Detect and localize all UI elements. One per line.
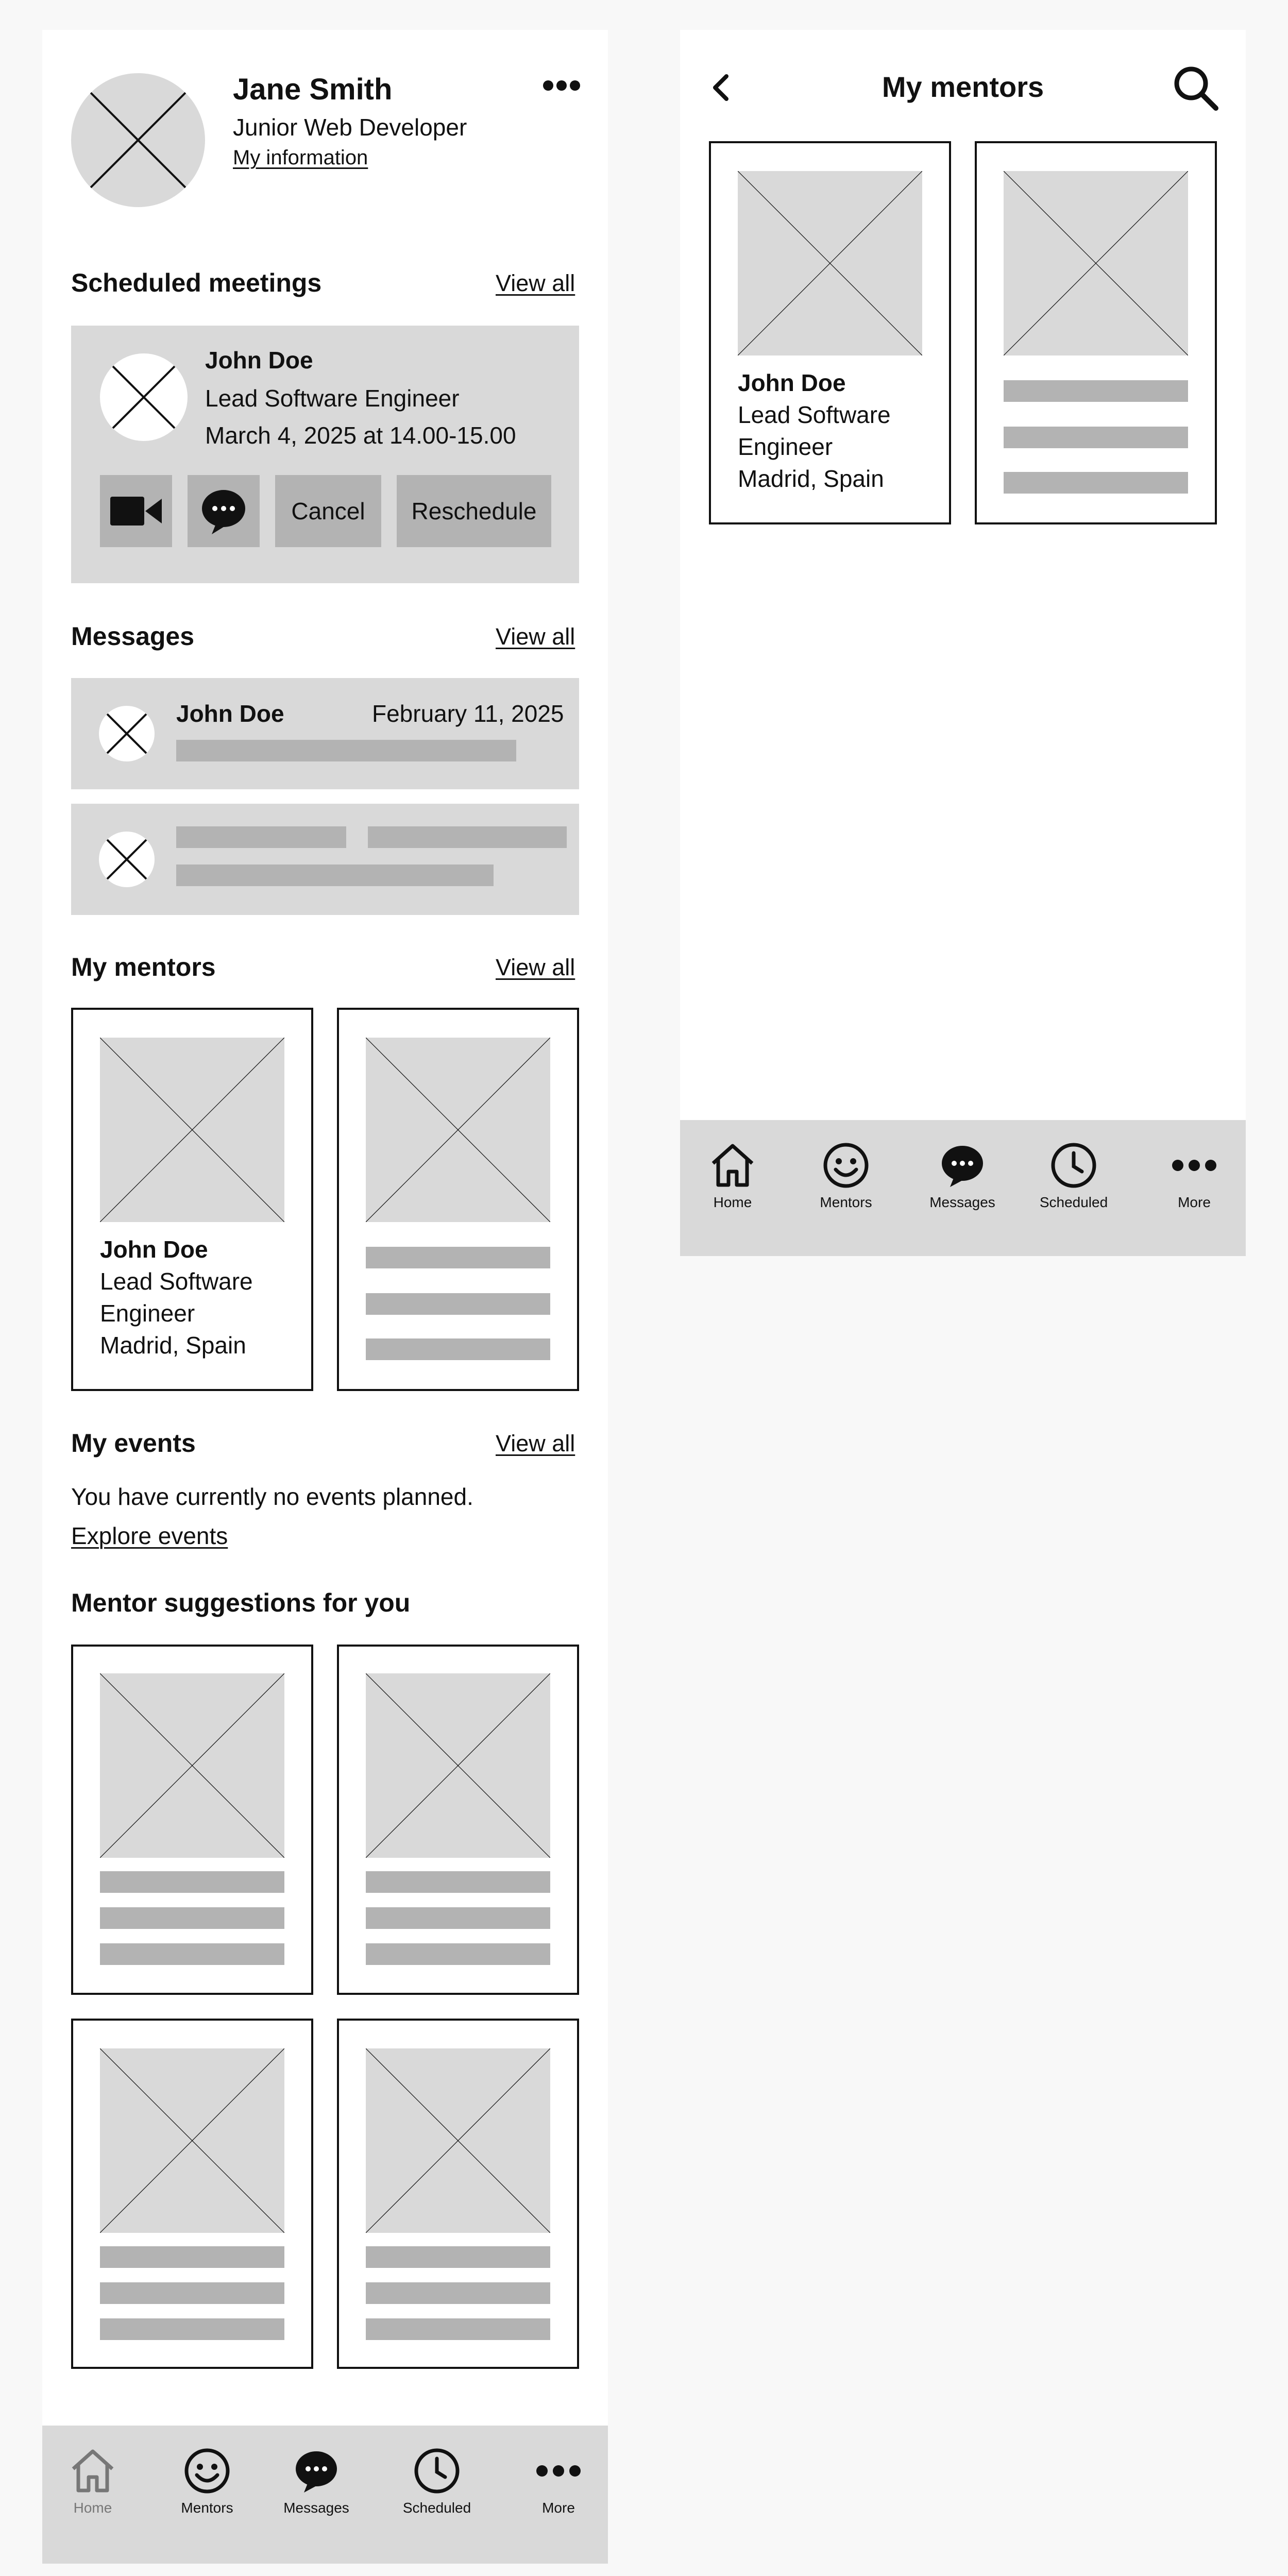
meeting-mentor-title: Lead Software Engineer bbox=[205, 385, 460, 412]
suggestion-text-placeholder bbox=[100, 1871, 284, 1893]
explore-events-link[interactable]: Explore events bbox=[71, 1522, 228, 1549]
nav-home-label: Home bbox=[73, 2500, 112, 2516]
suggestion-text-placeholder bbox=[100, 1907, 284, 1929]
message-avatar bbox=[99, 832, 155, 887]
clock-icon bbox=[412, 2446, 462, 2496]
nav-more-label: More bbox=[542, 2500, 575, 2516]
meeting-avatar bbox=[100, 353, 188, 441]
chat-button[interactable] bbox=[188, 475, 260, 547]
mentor-title-line2: Engineer bbox=[100, 1300, 195, 1327]
nav-mentors[interactable] bbox=[794, 1141, 897, 1211]
video-call-button[interactable] bbox=[100, 475, 172, 547]
events-view-all-link[interactable]: View all bbox=[496, 1430, 575, 1456]
nav-scheduled-label: Scheduled bbox=[402, 2500, 471, 2516]
suggestion-photo-placeholder bbox=[100, 1673, 284, 1858]
nav-home-label: Home bbox=[713, 1194, 752, 1210]
mentor-photo-placeholder bbox=[366, 1038, 550, 1222]
scheduled-meetings-heading: Scheduled meetings bbox=[71, 268, 322, 297]
nav-scheduled[interactable] bbox=[385, 2446, 488, 2516]
mentor-suggestions-heading: Mentor suggestions for you bbox=[71, 1588, 411, 1617]
search-icon[interactable] bbox=[1172, 64, 1219, 111]
nav-messages[interactable] bbox=[265, 2446, 368, 2516]
mentor-photo-placeholder bbox=[100, 1038, 284, 1222]
no-events-text: You have currently no events planned. bbox=[71, 1483, 473, 1510]
messages-heading: Messages bbox=[71, 622, 195, 651]
mentor-text-placeholder bbox=[1004, 380, 1188, 402]
chat-bubble-icon bbox=[938, 1141, 987, 1190]
suggestion-photo-placeholder bbox=[100, 2048, 284, 2233]
mentor-photo-placeholder bbox=[1004, 171, 1188, 355]
smiley-icon bbox=[821, 1141, 871, 1190]
nav-messages-label: Messages bbox=[929, 1194, 995, 1210]
nav-more[interactable] bbox=[1143, 1141, 1246, 1211]
video-camera-icon bbox=[110, 495, 162, 528]
more-dots-icon bbox=[534, 2446, 583, 2496]
mentor-location: Madrid, Spain bbox=[100, 1332, 246, 1359]
message-avatar bbox=[99, 706, 155, 761]
mentor-title-line1: Lead Software bbox=[100, 1268, 253, 1295]
my-mentors-screen bbox=[680, 30, 1246, 1256]
profile-avatar[interactable] bbox=[71, 73, 205, 207]
mentor-photo-placeholder bbox=[738, 171, 922, 355]
suggestion-text-placeholder bbox=[366, 1907, 550, 1929]
profile-name: Jane Smith bbox=[233, 73, 393, 106]
suggestion-text-placeholder bbox=[100, 2318, 284, 2340]
profile-role: Junior Web Developer bbox=[233, 114, 467, 141]
mentor-title-line2: Engineer bbox=[738, 433, 833, 460]
nav-messages-label: Messages bbox=[283, 2500, 349, 2516]
nav-scheduled-label: Scheduled bbox=[1039, 1194, 1108, 1210]
suggestion-text-placeholder bbox=[100, 2246, 284, 2268]
nav-more-label: More bbox=[1178, 1194, 1211, 1210]
mentors-view-all-link[interactable]: View all bbox=[496, 954, 575, 980]
suggestion-text-placeholder bbox=[100, 2282, 284, 2304]
mentor-location: Madrid, Spain bbox=[738, 465, 884, 492]
nav-home[interactable] bbox=[681, 1141, 784, 1211]
suggestion-text-placeholder bbox=[366, 1871, 550, 1893]
more-options-icon[interactable] bbox=[542, 75, 581, 96]
page-title: My mentors bbox=[882, 71, 1044, 103]
bottom-navigation bbox=[42, 2426, 608, 2564]
suggestion-text-placeholder bbox=[100, 1943, 284, 1965]
nav-messages[interactable] bbox=[911, 1141, 1014, 1211]
mentor-name: John Doe bbox=[100, 1236, 208, 1263]
message-preview-placeholder bbox=[176, 740, 516, 761]
mentor-name: John Doe bbox=[738, 369, 846, 396]
mentor-title-line1: Lead Software bbox=[738, 401, 891, 428]
suggestion-text-placeholder bbox=[366, 2282, 550, 2304]
suggestion-photo-placeholder bbox=[366, 1673, 550, 1858]
mentor-text-placeholder bbox=[366, 1338, 550, 1360]
scheduled-view-all-link[interactable]: View all bbox=[496, 270, 575, 296]
home-screen bbox=[42, 30, 608, 2564]
chat-bubble-icon bbox=[200, 488, 247, 534]
bottom-navigation bbox=[680, 1120, 1246, 1256]
clock-icon bbox=[1049, 1141, 1098, 1190]
chat-bubble-icon bbox=[292, 2446, 341, 2496]
suggestion-photo-placeholder bbox=[366, 2048, 550, 2233]
my-events-heading: My events bbox=[71, 1429, 196, 1458]
mentor-text-placeholder bbox=[1004, 472, 1188, 494]
suggestion-text-placeholder bbox=[366, 2246, 550, 2268]
nav-mentors-label: Mentors bbox=[181, 2500, 233, 2516]
messages-view-all-link[interactable]: View all bbox=[496, 623, 575, 650]
nav-mentors[interactable] bbox=[156, 2446, 259, 2516]
home-icon bbox=[68, 2446, 117, 2496]
message-date-placeholder bbox=[368, 826, 567, 848]
nav-more[interactable] bbox=[507, 2446, 610, 2516]
mentor-text-placeholder bbox=[1004, 427, 1188, 448]
mentor-text-placeholder bbox=[366, 1293, 550, 1315]
nav-mentors-label: Mentors bbox=[820, 1194, 872, 1210]
home-icon bbox=[708, 1141, 757, 1190]
my-mentors-heading: My mentors bbox=[71, 953, 216, 981]
more-dots-icon bbox=[1170, 1141, 1219, 1190]
cancel-button[interactable]: Cancel bbox=[275, 475, 381, 547]
message-date: February 11, 2025 bbox=[372, 700, 564, 727]
mentor-text-placeholder bbox=[366, 1247, 550, 1268]
smiley-icon bbox=[182, 2446, 232, 2496]
message-sender-name: John Doe bbox=[176, 700, 284, 727]
meeting-datetime: March 4, 2025 at 14.00-15.00 bbox=[205, 422, 516, 449]
suggestion-text-placeholder bbox=[366, 2318, 550, 2340]
message-preview-placeholder bbox=[176, 865, 494, 886]
meeting-mentor-name: John Doe bbox=[205, 347, 313, 374]
message-name-placeholder bbox=[176, 826, 346, 848]
suggestion-text-placeholder bbox=[366, 1943, 550, 1965]
my-information-link[interactable]: My information bbox=[233, 146, 368, 169]
nav-scheduled[interactable] bbox=[1022, 1141, 1125, 1211]
nav-home[interactable] bbox=[41, 2446, 144, 2516]
reschedule-button[interactable]: Reschedule bbox=[397, 475, 551, 547]
